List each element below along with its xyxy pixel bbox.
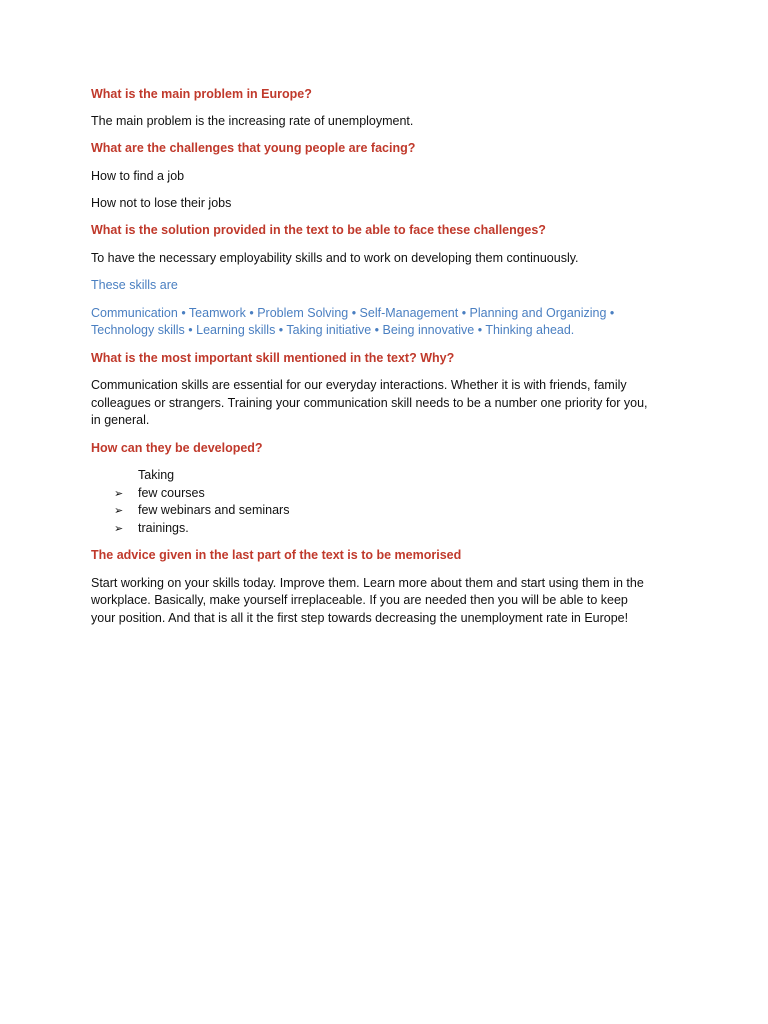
answer-main-problem: The main problem is the increasing rate of unemployment. (91, 114, 414, 128)
skills-intro: These skills are (91, 278, 178, 292)
answer-advice-2: workplace. Basically, make yourself irreplaceable. If you are needed then you will be able to keep (91, 593, 628, 607)
answer-solution: To have the necessary employability skills and to work on developing them continuously. (91, 251, 579, 265)
question-main-problem: What is the main problem in Europe? (91, 87, 312, 101)
skills-list-line-2: Technology skills • Learning skills • Taking initiative • Being innovative • Thinking ahead. (91, 323, 575, 337)
answer-important-skill-2: colleagues or strangers. Training your communication skill needs to be a number one priority for you, (91, 396, 648, 410)
list-item: trainings. (138, 521, 189, 535)
arrow-bullet-icon: ➢ (114, 505, 124, 517)
answer-important-skill-1: Communication skills are essential for our everyday interactions. Whether it is with friends, family (91, 378, 627, 392)
list-item: few webinars and seminars (138, 503, 290, 517)
answer-advice-1: Start working on your skills today. Improve them. Learn more about them and start using them in the (91, 576, 644, 590)
skills-list-line-1: Communication • Teamwork • Problem Solving • Self-Management • Planning and Organizing • (91, 306, 615, 320)
answer-important-skill-3: in general. (91, 413, 150, 427)
question-challenges: What are the challenges that young people are facing? (91, 141, 416, 155)
answer-advice-3: your position. And that is all it the first step towards decreasing the unemployment rate in Europe! (91, 611, 629, 625)
question-advice: The advice given in the last part of the text is to be memorised (91, 548, 462, 562)
question-developed: How can they be developed? (91, 441, 263, 455)
arrow-bullet-icon: ➢ (114, 523, 124, 535)
answer-challenge-1: How to find a job (91, 169, 185, 183)
list-item: few courses (138, 486, 205, 500)
answer-challenge-2: How not to lose their jobs (91, 196, 232, 210)
list-intro: Taking (138, 468, 175, 482)
question-important-skill: What is the most important skill mentioned in the text? Why? (91, 351, 455, 365)
arrow-bullet-icon: ➢ (114, 488, 124, 500)
question-solution: What is the solution provided in the text to be able to face these challenges? (91, 223, 546, 237)
